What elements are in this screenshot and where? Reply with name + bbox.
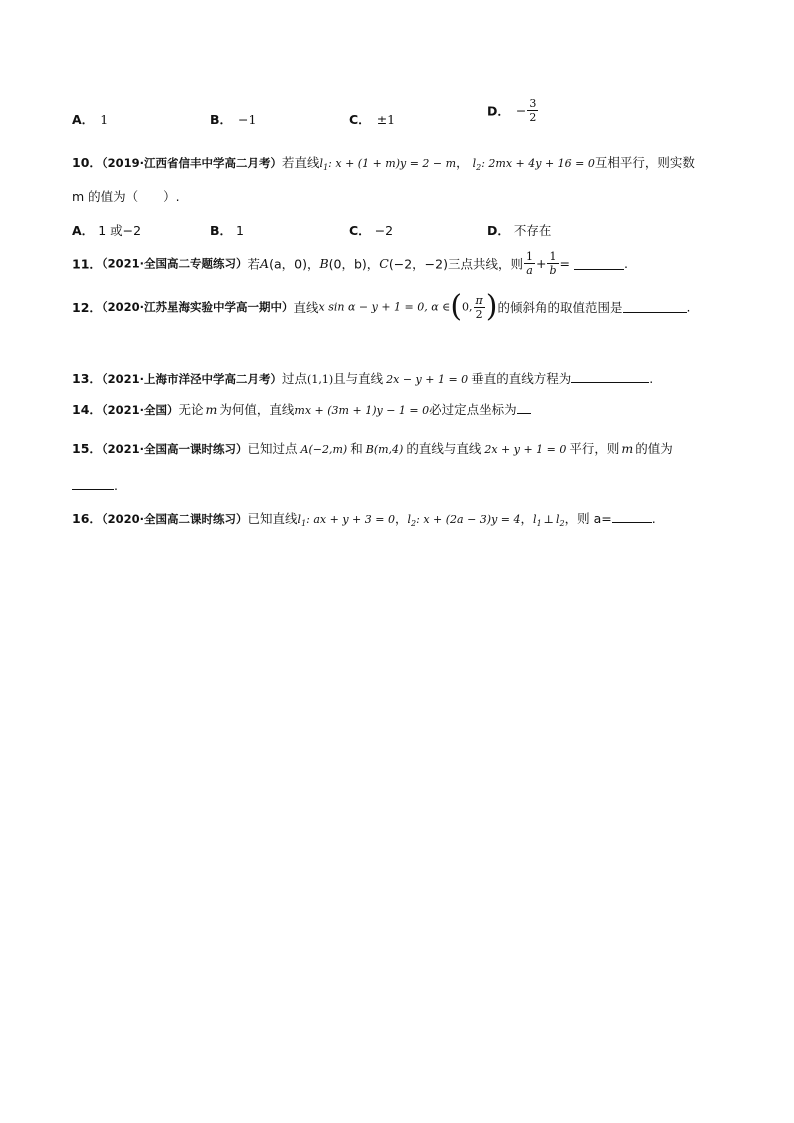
- question-11: 11．（2021·全国高二专题练习）若A(a，0)，B(0，b)，C(−2，−2)三点共线，则 $\frac{1}{a}$ + $\frac{1}{b}$ = .: [72, 250, 628, 277]
- q12-fraction-pi-over-2: $\frac{\pi}{2}$: [475, 293, 483, 321]
- q9-option-a: A． 1: [72, 112, 109, 127]
- q9-option-b: B． −1: [210, 112, 257, 127]
- q10-line2-eq: $l_2$: 2mx + 4y + 16 = 0: [472, 157, 595, 173]
- q14-answer-blank[interactable]: [517, 402, 531, 414]
- question-10-line2: m 的值为（ ）.: [72, 189, 180, 204]
- q16-perp-relation: $l_1$ ⊥ $l_2$: [533, 513, 565, 529]
- q10-option-b: B． 1: [210, 223, 244, 238]
- q10-option-c: C． −2: [349, 223, 394, 238]
- question-10: 10．（2019·江西省信丰中学高二月考）若直线$l_1$: x + (1 + m)y = 2 − m， $l_2$: 2mx + 4y + 16 = 0互相平行，则实数: [72, 155, 695, 173]
- question-16: 16．（2020·全国高二课时练习）已知直线$l_1$: ax + y + 3 = 0，$l_2$: x + (2a − 3)y = 4，$l_1$ ⊥ $l_2$，则 a= .: [72, 511, 656, 529]
- q11-fraction-1-over-a: $\frac{1}{a}$: [526, 250, 533, 277]
- q12-right-paren: ): [485, 289, 498, 324]
- q15-answer-blank[interactable]: [72, 478, 114, 490]
- question-14: 14．（2021·全国）无论 m 为何值，直线mx + (3m + 1)y − 1 = 0必过定点坐标为: [72, 400, 531, 418]
- question-15-line2: .: [72, 478, 118, 493]
- q12-answer-blank[interactable]: [623, 301, 687, 313]
- question-13: 13．（2021·上海市洋泾中学高二月考）过点(1,1)且与直线 2x − y + 1 = 0 垂直的直线方程为 .: [72, 371, 654, 386]
- q10-option-a: A． 1 或−2: [72, 223, 142, 238]
- q16-line2-eq: $l_2$: x + (2a − 3)y = 4: [407, 513, 521, 529]
- q9-option-c: C． ±1: [349, 112, 396, 127]
- q13-answer-blank[interactable]: [571, 371, 649, 383]
- q9-option-d: D． − $\frac{3}{2}$: [487, 97, 537, 124]
- q10-option-d: D． 不存在: [487, 223, 552, 238]
- q16-line1-eq: $l_1$: ax + y + 3 = 0: [297, 513, 395, 529]
- question-12: 12．（2020·江苏星海实验中学高一期中）直线x sin α − y + 1 = 0, α ∈(0, $\frac{\pi}{2}$ )的倾斜角的取值范围是 .: [72, 289, 691, 324]
- q16-answer-blank[interactable]: [612, 511, 652, 523]
- question-15: 15．（2021·全国高一课时练习）已知过点 A(−2,m) 和 B(m,4) 的直线与直线 2x + y + 1 = 0 平行，则 m 的值为: [72, 441, 673, 456]
- q11-fraction-1-over-b: $\frac{1}{b}$: [549, 250, 557, 277]
- q10-line1-eq: $l_1$: x + (1 + m)y = 2 − m: [319, 157, 457, 173]
- q12-left-paren: (: [450, 289, 463, 324]
- q9-d-fraction: $\frac{3}{2}$: [529, 97, 537, 124]
- q11-answer-blank[interactable]: [574, 258, 624, 270]
